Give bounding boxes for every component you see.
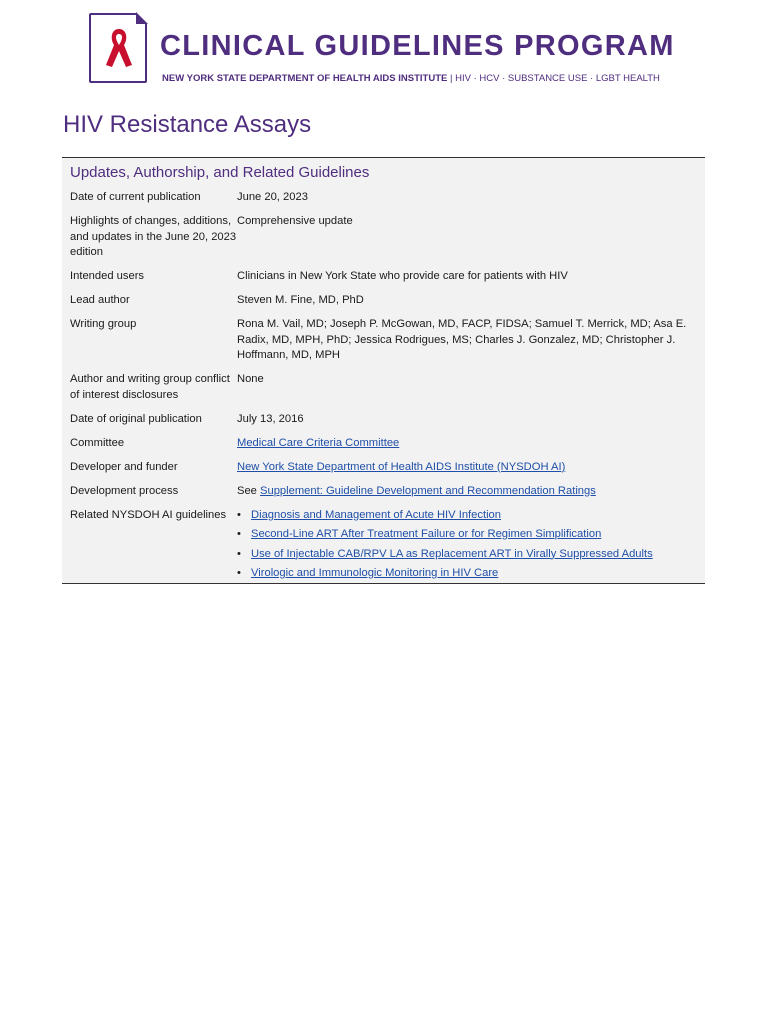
see-prefix: See [237,484,261,497]
panel-title: Updates, Authorship, and Related Guidelines [70,164,370,181]
brand-topics: | HIV · HCV · SUBSTANCE USE · LGBT HEALTH [450,73,660,84]
list-item [237,527,700,543]
developer-link[interactable]: New York State Department of Health AIDS Institute (NYSDOH AI) [237,460,566,473]
related-guideline-link[interactable]: Second-Line ART After Treatment Failure or for Regimen Simplification [251,528,602,540]
row-value: June 20, 2023 [237,191,308,203]
updates-panel [62,157,705,584]
list-item [237,547,700,563]
row-label: Developer and funder [70,460,178,473]
row-label: Date of current publication [70,191,201,203]
row-label: Lead author [70,294,130,306]
row-highlights [70,214,700,261]
document-title: HIV Resistance Assays [63,111,312,138]
related-guideline-link[interactable]: Use of Injectable CAB/RPV LA as Replacement ART in Virally Suppressed Adults [251,547,653,560]
row-label: Committee [70,436,125,449]
header [89,13,689,85]
supplement-link[interactable]: Supplement: Guideline Development and Recommendation Ratings [260,484,596,497]
row-label: Highlights of changes, additions, and updates in the June 20, 2023 edition [70,215,237,258]
row-value [237,484,700,500]
logo-corner-fold [136,12,148,24]
row-lead-author [70,293,700,309]
row-committee [70,436,700,452]
related-guideline-link[interactable]: Diagnosis and Management of Acute HIV Infection [251,508,502,521]
brand-subtitle [162,73,660,84]
row-value [237,436,700,452]
row-label: Development process [70,484,179,497]
brand-title: CLINICAL GUIDELINES PROGRAM [160,30,675,62]
row-value: Rona M. Vail, MD; Joseph P. McGowan, MD, FACP, FIDSA; Samuel T. Merrick, MD; Asa E. Radix, MD, MPH, PhD; Jessica Rodrigues, MS; Charles J. Gonzalez, MD; Christopher J. Hoffmann, MD, MPH [237,318,687,361]
row-current-publication [70,190,700,206]
row-value: Comprehensive update [237,215,353,227]
row-original-publication [70,412,700,428]
row-label: Author and writing group conflict of interest disclosures [70,373,230,401]
row-related-guidelines [70,508,700,586]
row-value: July 13, 2016 [237,412,304,425]
red-ribbon-icon [102,25,136,71]
info-table [70,190,700,594]
row-label: Date of original publication [70,412,202,425]
list-item [237,566,700,582]
related-guideline-link[interactable]: Virologic and Immunologic Monitoring in HIV Care [251,567,499,579]
row-value [237,460,700,476]
row-value: None [237,373,264,385]
row-writing-group [70,317,700,364]
related-guidelines-list [237,508,700,582]
row-value [237,508,700,586]
row-label: Writing group [70,318,137,330]
row-intended-users [70,269,700,285]
brand-org: NEW YORK STATE DEPARTMENT OF HEALTH AIDS INSTITUTE [162,73,448,84]
row-label: Intended users [70,270,145,282]
logo [89,13,147,83]
committee-link[interactable]: Medical Care Criteria Committee [237,436,400,449]
row-developer [70,460,700,476]
list-item [237,508,700,524]
row-development-process [70,484,700,500]
row-label: Related NYSDOH AI guidelines [70,508,227,521]
row-value: Steven M. Fine, MD, PhD [237,294,364,306]
row-conflict-disclosures [70,372,700,403]
row-value: Clinicians in New York State who provide care for patients with HIV [237,270,568,282]
